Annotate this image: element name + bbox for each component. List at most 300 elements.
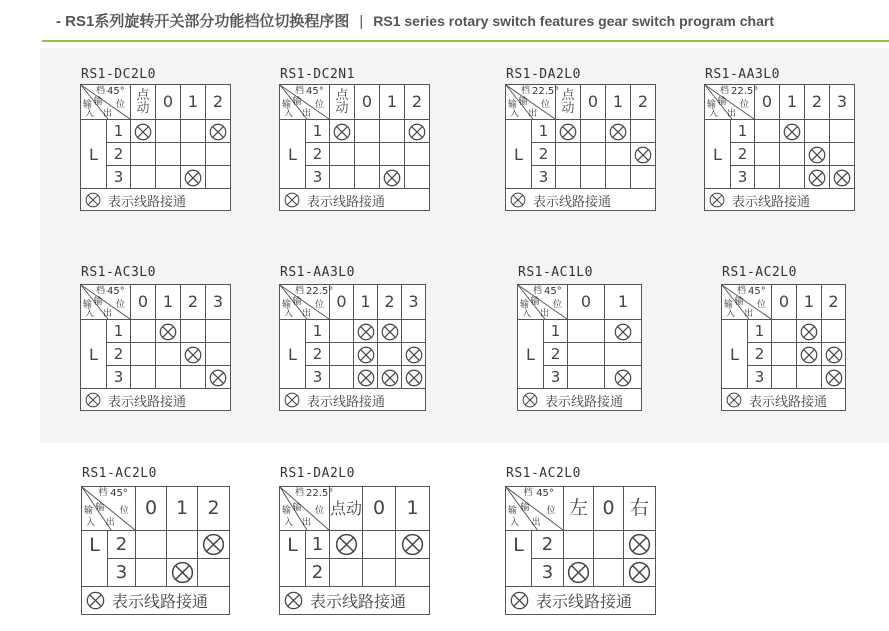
input-cell (280, 366, 306, 389)
contact-cell (131, 143, 156, 166)
angle-label: 22.5° (532, 86, 560, 97)
legend-text: 表示线路接通 (307, 394, 386, 410)
legend-contact-icon (726, 392, 742, 408)
contact-cell (330, 559, 363, 587)
contact-cell (805, 120, 830, 143)
chart-model-label: RS1-AC2L0 (722, 265, 797, 280)
position-label: 位 (740, 99, 750, 110)
terminal-label: 2 (107, 343, 131, 366)
position-header: 0 (772, 285, 797, 320)
contact-cell (131, 320, 156, 343)
input-cell: L (81, 143, 107, 166)
contact-cell (564, 559, 594, 587)
contact-cell (206, 120, 231, 143)
gear-label: 档 (521, 86, 531, 96)
input-cell (506, 166, 532, 189)
contact-cell (805, 143, 830, 166)
angle-label: 22.5° (306, 488, 334, 499)
output-label-2: 出 (103, 309, 113, 320)
contact-closed-icon (134, 123, 152, 141)
contact-cell (594, 531, 624, 559)
legend-cell (81, 389, 231, 411)
legend-text: 表示线路接通 (112, 592, 209, 611)
switch-program-table (721, 284, 846, 411)
angle-label: 22.5° (306, 286, 334, 297)
position-header: 0 (136, 487, 167, 531)
legend-contact-icon (85, 192, 101, 208)
angle-label: 45° (748, 286, 766, 297)
input-label-2: 入 (510, 517, 520, 528)
angle-label: 45° (544, 286, 562, 297)
chart-model-label: RS1-AC2L0 (82, 466, 157, 481)
position-header: 0 (755, 85, 780, 120)
terminal-label: 3 (748, 366, 772, 389)
contact-cell (363, 559, 396, 587)
output-label-1: 输 (292, 297, 302, 308)
contact-cell (772, 320, 797, 343)
position-header: 点动 (330, 85, 355, 120)
terminal-label: 3 (731, 166, 755, 189)
legend-cell (81, 189, 231, 211)
input-label-1: 输 (282, 299, 292, 310)
contact-cell (755, 120, 780, 143)
contact-cell (805, 166, 830, 189)
position-header: 1 (167, 487, 198, 531)
gear-label: 档 (96, 86, 106, 96)
contact-cell (405, 166, 430, 189)
contact-cell (131, 343, 156, 366)
position-label: 位 (546, 505, 556, 516)
contact-cell (631, 166, 656, 189)
contact-cell (330, 320, 354, 343)
contact-closed-icon (171, 561, 194, 584)
chart-model-label: RS1-AA3L0 (280, 265, 355, 280)
terminal-label: 1 (306, 320, 330, 343)
position-header: 点动 (556, 85, 581, 120)
contact-cell (330, 166, 355, 189)
position-header: 1 (156, 285, 181, 320)
switch-program-table (505, 84, 656, 211)
contact-cell (156, 166, 181, 189)
input-cell (280, 559, 306, 587)
corner-header-cell (280, 85, 330, 120)
output-label-2: 出 (744, 309, 754, 320)
contact-closed-icon (634, 146, 652, 164)
position-header: 1 (606, 85, 631, 120)
input-cell (81, 120, 107, 143)
corner-header-cell (506, 487, 564, 531)
contact-cell (605, 366, 642, 389)
input-label-1: 输 (84, 505, 94, 516)
contact-cell (181, 343, 206, 366)
terminal-label: 2 (532, 531, 564, 559)
contact-cell (830, 143, 855, 166)
output-label-1: 输 (95, 502, 105, 513)
corner-header-cell (82, 487, 136, 531)
contact-cell (396, 559, 430, 587)
contact-cell (156, 143, 181, 166)
contact-closed-icon (209, 123, 227, 141)
position-header: 3 (206, 285, 231, 320)
input-label-2: 入 (86, 517, 96, 528)
contact-cell (330, 366, 354, 389)
contact-cell (402, 320, 426, 343)
header-separator: | (359, 13, 364, 30)
contact-cell (556, 166, 581, 189)
position-header: 0 (581, 85, 606, 120)
contact-cell (581, 166, 606, 189)
contact-cell (206, 320, 231, 343)
input-cell (280, 320, 306, 343)
switch-program-table (505, 486, 656, 615)
contact-cell (631, 143, 656, 166)
output-label-1: 输 (292, 502, 302, 513)
contact-cell (568, 343, 605, 366)
input-cell: L (705, 143, 731, 166)
position-label: 位 (315, 299, 325, 310)
position-header: 0 (355, 85, 380, 120)
input-label-2: 入 (284, 517, 294, 528)
position-header: 3 (402, 285, 426, 320)
legend-cell (722, 389, 846, 411)
contact-cell (206, 143, 231, 166)
legend-cell (280, 389, 426, 411)
legend-text: 表示线路接通 (533, 194, 612, 210)
terminal-label: 2 (306, 559, 330, 587)
contact-cell (330, 120, 355, 143)
contact-cell (405, 120, 430, 143)
contact-cell (354, 366, 378, 389)
contact-cell (830, 166, 855, 189)
contact-cell (797, 343, 822, 366)
position-header: 2 (822, 285, 846, 320)
input-label-1: 输 (508, 99, 518, 110)
output-label-1: 输 (717, 97, 727, 108)
chart-model-label: RS1-AC2L0 (506, 466, 581, 481)
chart-model-label: RS1-DA2L0 (506, 67, 581, 82)
contact-closed-icon (383, 169, 401, 187)
contact-closed-icon (401, 533, 424, 556)
input-cell (280, 166, 306, 189)
input-label-1: 输 (282, 99, 292, 110)
input-cell: L (82, 531, 108, 559)
contact-closed-icon (335, 533, 358, 556)
position-label: 位 (553, 299, 563, 310)
contact-closed-icon (381, 369, 399, 387)
input-label-1: 输 (83, 99, 93, 110)
position-label: 位 (315, 99, 325, 110)
output-label-2: 出 (103, 109, 113, 120)
input-cell (705, 120, 731, 143)
input-cell (81, 320, 107, 343)
contact-cell (605, 320, 642, 343)
position-header: 2 (805, 85, 830, 120)
legend-contact-icon (284, 591, 303, 610)
input-label-1: 输 (508, 505, 518, 516)
contact-cell (568, 366, 605, 389)
input-label-1: 输 (520, 299, 530, 310)
input-cell (705, 166, 731, 189)
terminal-label: 1 (306, 531, 330, 559)
legend-contact-icon (510, 591, 529, 610)
contact-closed-icon (825, 369, 843, 387)
contact-cell (354, 343, 378, 366)
contact-cell (355, 143, 380, 166)
position-header: 1 (354, 285, 378, 320)
position-header: 2 (206, 85, 231, 120)
input-label-2: 入 (85, 309, 95, 320)
contact-cell (605, 343, 642, 366)
terminal-label: 1 (107, 320, 131, 343)
chart-model-label: RS1-DA2L0 (280, 466, 355, 481)
legend-text: 表示线路接通 (307, 194, 386, 210)
legend-cell (280, 587, 430, 615)
terminal-label: 1 (306, 120, 330, 143)
contact-cell (206, 366, 231, 389)
switch-program-table (279, 486, 430, 615)
contact-cell (167, 559, 198, 587)
input-label-1: 输 (83, 299, 93, 310)
page-header (56, 10, 774, 31)
gear-label: 档 (295, 286, 305, 296)
contact-closed-icon (825, 346, 843, 364)
input-label-2: 入 (510, 109, 520, 120)
input-cell: L (280, 531, 306, 559)
terminal-label: 2 (107, 143, 131, 166)
position-header: 2 (405, 85, 430, 120)
contact-cell (380, 166, 405, 189)
contact-cell (363, 531, 396, 559)
legend-text: 表示线路接通 (732, 194, 811, 210)
output-label-2: 出 (727, 109, 737, 120)
contact-cell (198, 531, 230, 559)
chart-model-label: RS1-AA3L0 (705, 67, 780, 82)
contact-closed-icon (357, 323, 375, 341)
switch-program-table (80, 284, 231, 411)
contact-closed-icon (567, 561, 590, 584)
position-header: 0 (131, 285, 156, 320)
input-label-1: 输 (724, 299, 734, 310)
contact-cell (206, 343, 231, 366)
input-cell: L (506, 531, 532, 559)
contact-cell (156, 120, 181, 143)
legend-text: 表示线路接通 (545, 394, 624, 410)
contact-closed-icon (609, 123, 627, 141)
header-title-en: RS1 series rotary switch features gear switch program chart (373, 13, 774, 29)
terminal-label: 2 (731, 143, 755, 166)
contact-cell (330, 531, 363, 559)
contact-closed-icon (783, 123, 801, 141)
terminal-label: 3 (107, 366, 131, 389)
angle-label: 45° (107, 86, 125, 97)
contact-cell (780, 143, 805, 166)
output-label-2: 出 (302, 309, 312, 320)
terminal-label: 3 (107, 166, 131, 189)
contact-cell (624, 559, 656, 587)
contact-cell (181, 166, 206, 189)
terminal-label: 2 (544, 343, 568, 366)
input-cell (82, 559, 108, 587)
position-header: 1 (380, 85, 405, 120)
contact-cell (131, 166, 156, 189)
contact-cell (131, 120, 156, 143)
contact-cell (606, 120, 631, 143)
contact-cell (355, 120, 380, 143)
legend-text: 表示线路接通 (749, 394, 828, 410)
input-cell (81, 366, 107, 389)
contact-closed-icon (614, 369, 632, 387)
terminal-label: 3 (108, 559, 136, 587)
contact-closed-icon (628, 533, 651, 556)
position-header: 2 (631, 85, 656, 120)
position-header: 0 (594, 487, 624, 531)
header-title-cn: - RS1系列旋转开关部分功能档位切换程序图 (56, 13, 350, 30)
corner-header-cell (506, 85, 560, 120)
contact-cell (594, 559, 624, 587)
corner-header-cell (81, 285, 131, 320)
terminal-label: 2 (748, 343, 772, 366)
contact-closed-icon (559, 123, 577, 141)
corner-header-cell (722, 285, 772, 320)
legend-text: 表示线路接通 (536, 592, 633, 611)
gear-label: 档 (295, 86, 305, 96)
contact-closed-icon (800, 346, 818, 364)
legend-cell (82, 587, 230, 615)
input-cell: L (518, 343, 544, 366)
position-label: 位 (315, 505, 325, 516)
position-header: 0 (330, 285, 354, 320)
contact-closed-icon (405, 369, 423, 387)
input-label-1: 输 (707, 99, 717, 110)
gear-label: 档 (533, 286, 543, 296)
contact-cell (606, 143, 631, 166)
contact-cell (156, 343, 181, 366)
contact-cell (167, 531, 198, 559)
contact-closed-icon (333, 123, 351, 141)
position-header: 1 (181, 85, 206, 120)
contact-cell (156, 366, 181, 389)
contact-cell (797, 366, 822, 389)
contact-closed-icon (808, 169, 826, 187)
contact-closed-icon (628, 561, 651, 584)
contact-cell (378, 366, 402, 389)
contact-closed-icon (357, 346, 375, 364)
terminal-label: 1 (532, 120, 556, 143)
contact-closed-icon (184, 169, 202, 187)
switch-program-table (704, 84, 855, 211)
angle-label: 45° (536, 488, 554, 499)
contact-closed-icon (833, 169, 851, 187)
chart-model-label: RS1-AC1L0 (518, 265, 593, 280)
output-label-2: 出 (528, 109, 538, 120)
contact-cell (822, 320, 846, 343)
contact-cell (780, 166, 805, 189)
position-header: 2 (378, 285, 402, 320)
switch-program-table (80, 84, 231, 211)
contact-cell (354, 320, 378, 343)
position-label: 位 (119, 505, 129, 516)
legend-cell (280, 189, 430, 211)
contact-closed-icon (808, 146, 826, 164)
legend-cell (506, 587, 656, 615)
contact-cell (755, 143, 780, 166)
corner-header-cell (518, 285, 568, 320)
switch-program-table (279, 284, 426, 411)
contact-closed-icon (159, 323, 177, 341)
gear-label: 档 (295, 488, 305, 498)
input-cell (506, 559, 532, 587)
position-header: 2 (181, 285, 206, 320)
contact-cell (830, 120, 855, 143)
contact-cell (136, 531, 167, 559)
position-header: 0 (363, 487, 396, 531)
terminal-label: 1 (731, 120, 755, 143)
gear-label: 档 (96, 286, 106, 296)
contact-cell (556, 143, 581, 166)
contact-cell (136, 559, 167, 587)
contact-cell (581, 120, 606, 143)
contact-cell (568, 320, 605, 343)
switch-program-table (517, 284, 642, 411)
output-label-2: 出 (302, 109, 312, 120)
position-label: 位 (116, 299, 126, 310)
legend-contact-icon (522, 392, 538, 408)
switch-program-table (81, 486, 230, 615)
position-header: 左 (564, 487, 594, 531)
contact-cell (772, 366, 797, 389)
legend-contact-icon (709, 192, 725, 208)
position-header: 1 (605, 285, 642, 320)
output-label-2: 出 (531, 517, 541, 528)
position-header: 点动 (330, 487, 363, 531)
output-label-1: 输 (530, 297, 540, 308)
chart-model-label: RS1-AC3L0 (81, 265, 156, 280)
output-label-1: 输 (93, 297, 103, 308)
angle-label: 45° (107, 286, 125, 297)
input-cell: L (81, 343, 107, 366)
terminal-label: 1 (748, 320, 772, 343)
terminal-label: 1 (107, 120, 131, 143)
input-cell (722, 320, 748, 343)
contact-cell (378, 320, 402, 343)
switch-program-table (279, 84, 430, 211)
input-cell (81, 166, 107, 189)
contact-cell (822, 343, 846, 366)
output-label-1: 输 (93, 97, 103, 108)
contact-cell (772, 343, 797, 366)
contact-cell (131, 366, 156, 389)
contact-cell (402, 343, 426, 366)
legend-cell (506, 189, 656, 211)
legend-cell (518, 389, 642, 411)
position-header: 1 (780, 85, 805, 120)
contact-cell (581, 143, 606, 166)
position-label: 位 (757, 299, 767, 310)
terminal-label: 3 (306, 366, 330, 389)
position-header: 2 (198, 487, 230, 531)
output-label-2: 出 (105, 517, 115, 528)
input-label-2: 入 (522, 309, 532, 320)
angle-label: 45° (110, 488, 128, 499)
position-header: 1 (396, 487, 430, 531)
input-cell: L (280, 143, 306, 166)
input-cell: L (506, 143, 532, 166)
contact-cell (181, 143, 206, 166)
gear-label: 档 (98, 488, 108, 498)
position-header: 0 (156, 85, 181, 120)
position-header: 3 (830, 85, 855, 120)
contact-cell (156, 320, 181, 343)
